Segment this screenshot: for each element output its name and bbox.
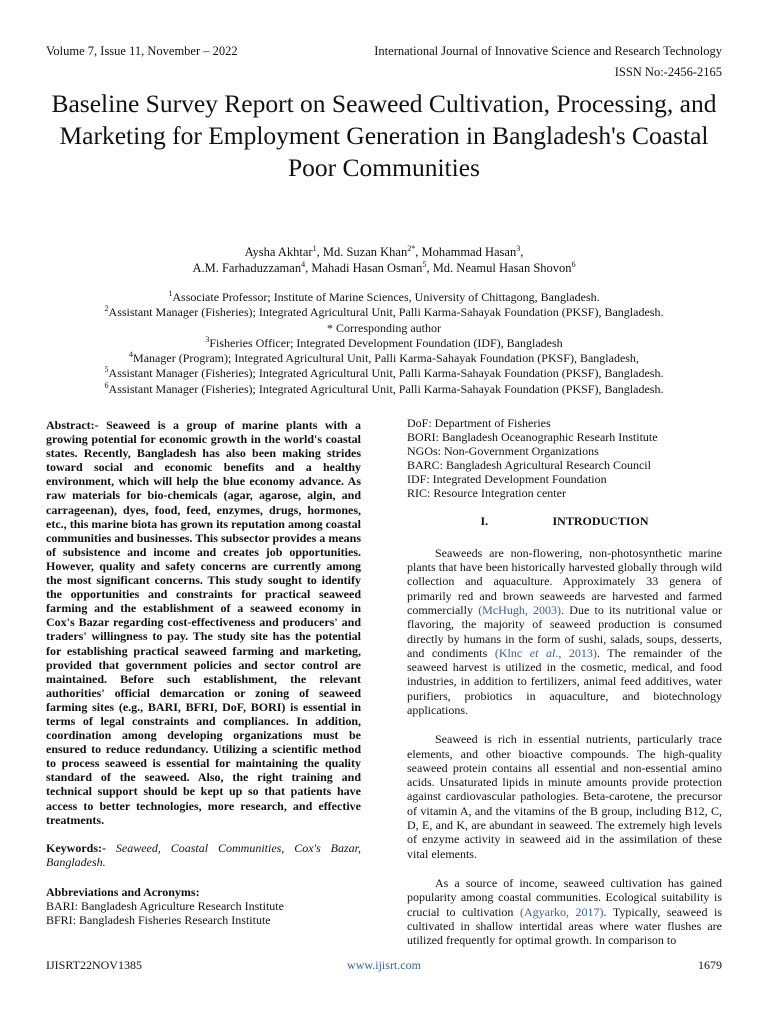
author-sup: 3 (516, 243, 521, 253)
affiliation-text: Fisheries Officer; Integrated Development Foundation (IDF), Bangladesh (209, 335, 563, 350)
abbreviation-item: NGOs: Non-Government Organizations (407, 443, 599, 458)
left-column (46, 418, 361, 927)
paragraph-text: . The remainder of the seaweed harvest is utilized in the cosmetic, medical, and food industries, in addition to fertilizers, animal feed additives, water purifiers, probiotics in aquaculture, and biotechnology applications. (407, 645, 723, 717)
affiliation-sup: 5 (104, 365, 109, 375)
affiliation-text: Assistant Manager (Fisheries); Integrated Agricultural Unit, Palli Karma-Sahayak Foundation (PKSF), Bangladesh. (108, 305, 664, 320)
abstract: Abstract:- Seaweed is a group of marine plants with a growing potential for economic growth in the world's coastal states. Recently, Bangladesh has also been making strides toward social and economic benefits and a healthy environment, which will help the blue economy advance. As raw materials for bio-chemicals (agar, agarose, algin, and carrageenan), dyes, food, feed, enzymes, drugs, hormones, etc., this marine biota has grown its reputation among coastal communities and businesses. This subsector provides a means of subsistence and income and creates job opportunities. However, quality and safety concerns are currently among the most significant concerns. This study sought to identify the opportunities and constraints for practical seaweed farming and the establishment of a seaweed economy in Cox's Bazar regarding cost-effectiveness and producers' and traders' willingness to pay. The study site has the potential for establishing practical seaweed farming and marketing, provided that government policies and sector control are maintained. Before such establishment, the relevant authorities' official demarcation or zoning of seaweed farming sites (e.g., BARI, BFRI, DoF, BORI) is essential in terms of legal constraints and compliances. In addition, coordination among developing organizations must be ensured to reduce redundancy. Utilizing a scientific method to process seaweed is essential for maintaining the quality standard of the seaweed. Also, the right training and technical support should be kept up so that patients have access to better technologies, more research, and effective treatments. (46, 418, 361, 827)
abbreviations-list-right (407, 417, 722, 500)
paragraph-text: Seaweeds are non-flowering, non-photosynthetic marine plants that have been historically harvested globally through wild collection and aquaculture. Approximately 33 genera of primarily red and brown seaweeds are harvested and farmed commercially (407, 545, 722, 617)
paragraph-text: . Typically, seaweed is cultivated in shallow intertidal areas where water flushes are utilized frequently for optimal growth. In comparison to (407, 904, 723, 948)
affiliation-text: Assistant Manager (Fisheries); Integrated Agricultural Unit, Palli Karma-Sahayak Foundation (PKSF), Bangladesh. (108, 381, 664, 396)
paragraph-text: As a source of income, seaweed cultivation has gained popularity among coastal communities. Ecological suitability is crucial to cultivation (407, 875, 722, 919)
footer-page-number: 1679 (698, 958, 722, 972)
abbreviations-list-left (46, 899, 361, 927)
citation-part-italic: et al (529, 645, 556, 660)
affiliation-line (0, 336, 768, 351)
section-number: I. (480, 514, 489, 529)
affiliation-sup: 2 (104, 304, 109, 314)
keywords-label: Keywords:- (46, 840, 106, 855)
citation-link[interactable]: (McHugh, 2003) (478, 602, 562, 617)
affiliation-line (0, 290, 768, 305)
citation-part: ., 2013) (555, 645, 597, 660)
abbreviation-item: DoF: Department of Fisheries (407, 416, 551, 430)
abbreviation-item: BFRI: Bangladesh Fisheries Research Institute (46, 913, 271, 928)
section-title: INTRODUCTION (552, 514, 649, 529)
footer-website-link[interactable]: www.ijisrt.com (347, 958, 421, 972)
affiliation-line (0, 305, 768, 320)
paper-title: Baseline Survey Report on Seaweed Cultivation, Processing, and Marketing for Employment Generation in Bangladesh's Coastal Poor Communities (51, 89, 717, 182)
abbreviation-item: BORI: Bangladesh Oceanographic Researh Institute (407, 429, 658, 444)
affiliation-text: Manager (Program); Integrated Agricultural Unit, Palli Karma-Sahayak Foundation (PKSF), Bangladesh, (133, 351, 639, 366)
abbreviation-item: BARI: Bangladesh Agriculture Research Institute (46, 899, 284, 913)
author-name: Aysha Akhtar (244, 245, 313, 259)
author-sup: 2* (407, 243, 416, 253)
author-block (0, 244, 768, 276)
affiliation-line (0, 382, 768, 397)
intro-paragraph-3 (407, 876, 722, 947)
running-header-issn: ISSN No:-2456-2165 (614, 65, 722, 79)
author-name: A.M. Farhaduzzaman (192, 261, 302, 275)
running-header-journal: International Journal of Innovative Science and Research Technology (374, 44, 722, 58)
abbreviations-heading: Abbreviations and Acronyms: (46, 884, 200, 899)
affiliation-line (0, 351, 768, 366)
affiliation-text: Assistant Manager (Fisheries); Integrated Agricultural Unit, Palli Karma-Sahayak Foundation (PKSF), Bangladesh. (108, 366, 664, 381)
author-sup: 5 (422, 259, 427, 269)
abbreviation-item: BARC: Bangladesh Agricultural Research Council (407, 457, 651, 472)
affiliation-sup: 1 (168, 289, 173, 298)
author-sup: 6 (571, 259, 576, 269)
citation-part: (Klnc (494, 645, 530, 660)
intro-paragraph-2: Seaweed is rich in essential nutrients, particularly trace elements, and other bioactive compounds. The high-quality seaweed protein contains all essential and non-essential amino acids. Unsaturated lipids in minute amounts provide protection against cardiovascular pathologies. Beta-carotene, the precursor of vitamin A, and the vitamins of the B group, including B12, C, D, E, and K, are abundant in seaweed. The extremely high levels of enzyme activity in seaweed aid in the assimilation of these vital elements. (407, 732, 722, 861)
author-name: Md. Neamul Hasan Shovon (432, 261, 572, 275)
author-sup: 1 (312, 243, 317, 253)
affiliation-sup: 6 (104, 380, 109, 390)
keywords-text: Seaweed, Coastal Communities, Cox's Bazar, Bangladesh. (46, 840, 361, 869)
author-sup: 4 (301, 259, 306, 269)
affiliation-sup: 4 (129, 350, 134, 360)
intro-paragraph-1 (407, 546, 722, 718)
affiliation-sup: 3 (205, 334, 210, 344)
affiliation-text: Associate Professor; Institute of Marine Sciences, University of Chittagong, Bangladesh. (172, 290, 600, 304)
affiliation-text: * Corresponding author (327, 320, 441, 335)
section-heading-introduction (407, 514, 722, 528)
running-header-volume: Volume 7, Issue 11, November – 2022 (46, 44, 238, 58)
right-column (407, 417, 722, 962)
paragraph-text: . Due to its nutritional value or flavoring, the majority of seaweed production is consumed directly by humans in the form of sushi, salads, soups, desserts, and condiments (407, 602, 722, 660)
abbreviation-item: IDF: Integrated Development Foundation (407, 471, 607, 486)
abbreviation-item: RIC: Resource Integration center (407, 485, 566, 500)
author-name: Md. Suzan Khan (322, 245, 408, 259)
author-name: Mohammad Hasan (421, 245, 517, 259)
citation-link[interactable] (495, 646, 597, 660)
author-name: Mahadi Hasan Osman (311, 261, 423, 275)
citation-link[interactable]: (Agyarko, 2017) (519, 904, 604, 919)
corresponding-author-note (0, 321, 768, 336)
author-line-2: A.M. Farhaduzzaman$^4$, Mahadi Hasan Osman$^5$, Md. Neamul Hasan Shovon$^6$ (192, 259, 576, 275)
affiliation-line (0, 366, 768, 381)
footer-paper-id: IJISRT22NOV1385 (46, 958, 142, 972)
keywords (46, 841, 361, 869)
affiliation-block (0, 290, 768, 397)
author-line-1: Aysha Akhtar$^1$, Md. Suzan Khan$^{2*}$, Mohammad Hasan$^3$, (244, 243, 524, 259)
